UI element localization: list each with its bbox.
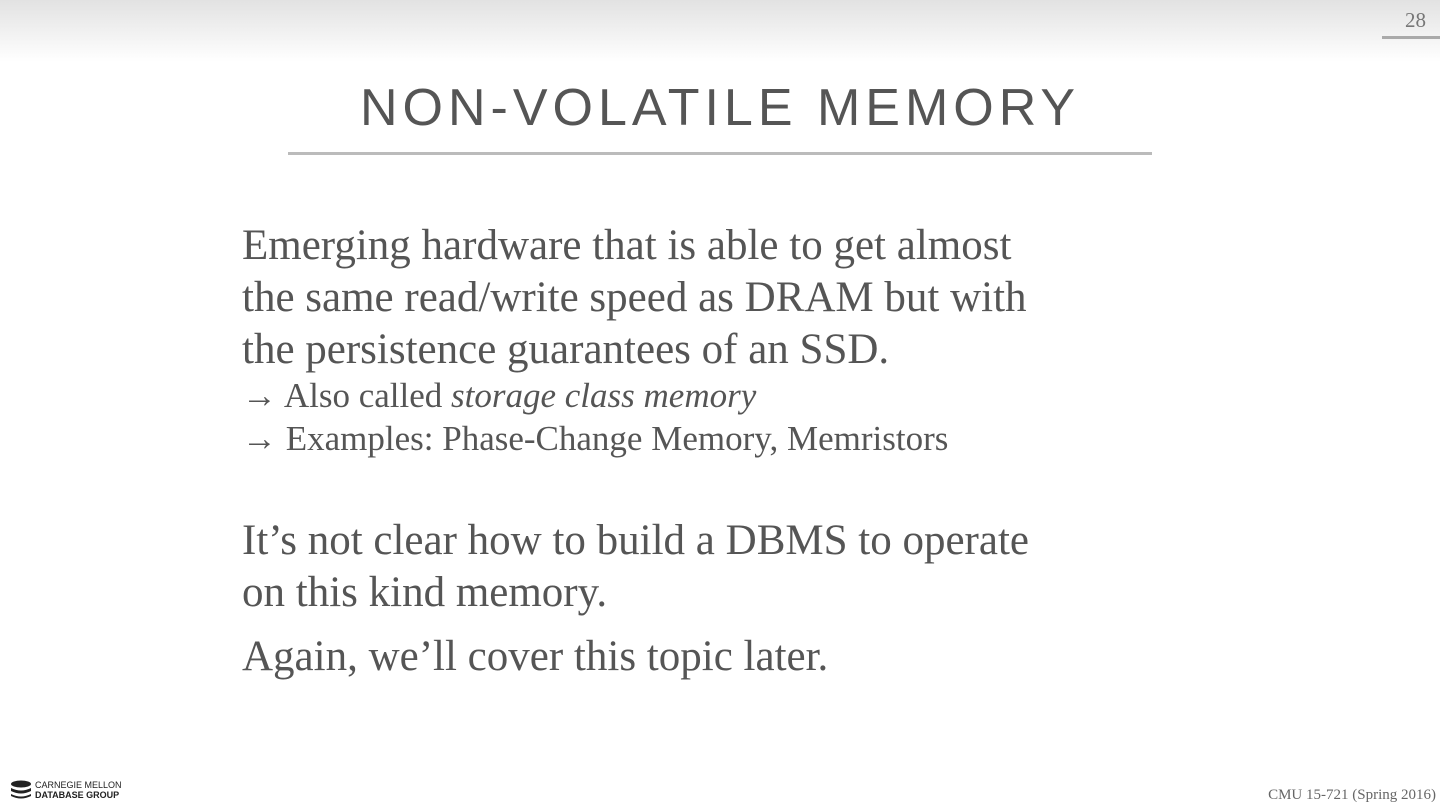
paragraph-line: the same read/write speed as DRAM but with bbox=[242, 274, 1027, 321]
logo-line-2: DATABASE GROUP bbox=[35, 790, 120, 800]
paragraph-line: It’s not clear how to build a DBMS to operate bbox=[242, 517, 1029, 564]
bullet-italic-text: storage class memory bbox=[451, 376, 757, 415]
paragraph-2 bbox=[242, 515, 1029, 619]
arrow-icon: → bbox=[242, 376, 277, 415]
bullet-text: Examples: Phase-Change Memory, Memristors bbox=[285, 419, 949, 458]
paragraph-3: Again, we’ll cover this topic later. bbox=[242, 633, 829, 680]
cmu-db-logo bbox=[10, 780, 122, 800]
footer-course: CMU 15-721 (Spring 2016) bbox=[1268, 787, 1436, 803]
bullet-item bbox=[242, 374, 756, 417]
arrow-icon: → bbox=[242, 419, 277, 458]
title-divider bbox=[288, 152, 1152, 155]
slide-title: NON-VOLATILE MEMORY bbox=[359, 79, 1081, 137]
bullet-item bbox=[242, 417, 948, 460]
paragraph-line: the persistence guarantees of an SSD. bbox=[242, 326, 890, 373]
logo-line-1: CARNEGIE MELLON bbox=[35, 780, 122, 790]
top-gradient-bar bbox=[0, 0, 1440, 62]
bullet-text: Also called bbox=[283, 376, 452, 415]
page-number-underline bbox=[1382, 36, 1440, 39]
paragraph-line: Emerging hardware that is able to get almost bbox=[242, 222, 1012, 269]
database-icon bbox=[10, 780, 32, 800]
paragraph-1 bbox=[242, 220, 1027, 376]
page-number: 28 bbox=[1405, 8, 1426, 32]
paragraph-line: on this kind memory. bbox=[242, 569, 608, 616]
